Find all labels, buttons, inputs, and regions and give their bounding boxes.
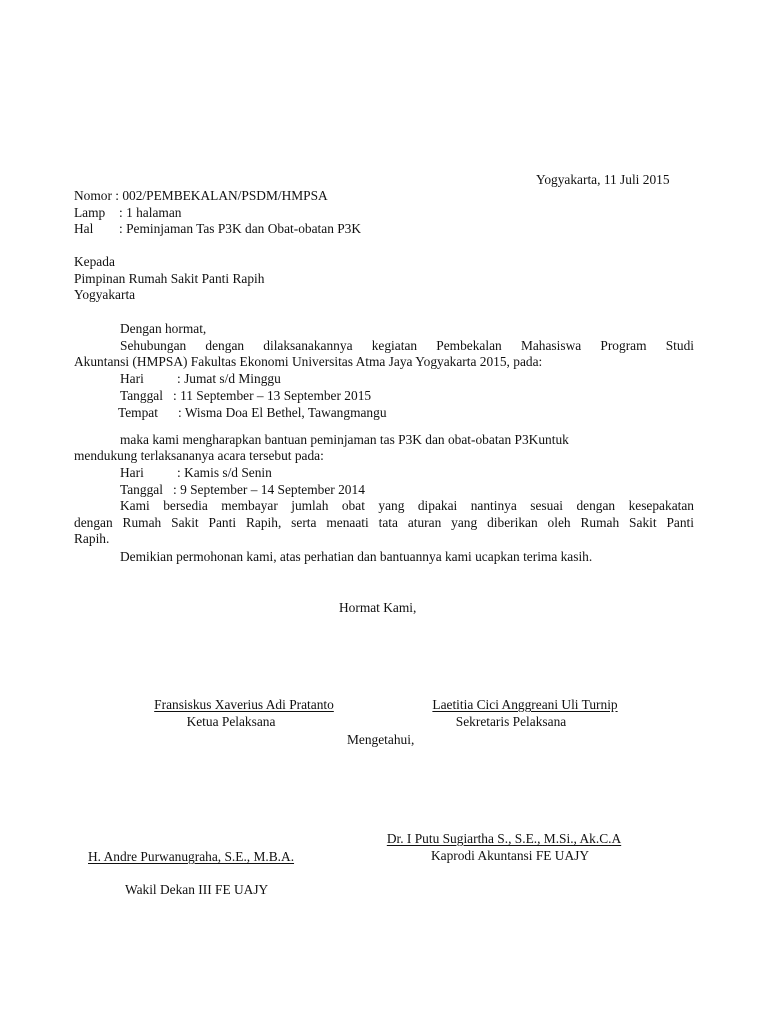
hal-value: : Peminjaman Tas P3K dan Obat-obatan P3K xyxy=(119,221,362,236)
lamp-line xyxy=(74,204,181,221)
recipient-name: Pimpinan Rumah Sakit Panti Rapih xyxy=(74,271,265,286)
signatory-4-role: Wakil Dekan III FE UAJY xyxy=(125,882,269,897)
loan-hari-label: Hari xyxy=(120,465,144,480)
event-hari-value: : Jumat s/d Minggu xyxy=(177,371,281,386)
event-hari-line xyxy=(120,370,281,387)
loan-tanggal-value: : 9 September – 14 September 2014 xyxy=(173,482,365,497)
lamp-value: : 1 halaman xyxy=(119,205,182,220)
signatory-4-name: H. Andre Purwanugraha, S.E., M.B.A. xyxy=(88,849,295,864)
signatory-1-role: Ketua Pelaksana xyxy=(186,714,276,729)
closing: Hormat Kami, xyxy=(339,600,417,615)
paragraph-3-line-2: dengan Rumah Sakit Panti Rapih, serta menaati tata aturan yang diberikan oleh Rumah Sakit Panti xyxy=(74,515,694,530)
nomor-line: Nomor : 002/PEMBEKALAN/PSDM/HMPSA xyxy=(74,188,328,203)
hal-label: Hal xyxy=(74,221,94,236)
loan-hari-value: : Kamis s/d Senin xyxy=(177,465,272,480)
recipient-city: Yogyakarta xyxy=(74,287,136,302)
signatory-2-name: Laetitia Cici Anggreani Uli Turnip xyxy=(432,697,618,712)
event-tempat-label: Tempat xyxy=(118,405,158,420)
paragraph-2-line-2: mendukung terlaksananya acara tersebut pada: xyxy=(74,448,324,463)
paragraph-3-line-1: Kami bersedia membayar jumlah obat yang dipakai nantinya sesuai dengan kesepakatan xyxy=(120,498,694,513)
hal-line xyxy=(74,220,361,237)
event-hari-label: Hari xyxy=(120,371,144,386)
mengetahui-label: Mengetahui, xyxy=(347,732,415,747)
greeting: Dengan hormat, xyxy=(120,321,207,336)
event-tempat-value: : Wisma Doa El Bethel, Tawangmangu xyxy=(178,405,387,420)
lamp-label: Lamp xyxy=(74,205,106,220)
paragraph-1-line-1: Sehubungan dengan dilaksanakannya kegiatan Pembekalan Mahasiswa Program Studi xyxy=(120,338,694,353)
loan-hari-line xyxy=(120,464,272,481)
signatory-3-role: Kaprodi Akuntansi FE UAJY xyxy=(430,848,590,863)
paragraph-4: Demikian permohonan kami, atas perhatian dan bantuannya kami ucapkan terima kasih. xyxy=(120,549,593,564)
loan-tanggal-label: Tanggal xyxy=(120,482,163,497)
kepada-label: Kepada xyxy=(74,254,115,269)
event-tanggal-value: : 11 September – 13 September 2015 xyxy=(173,388,372,403)
signatory-1-name: Fransiskus Xaverius Adi Pratanto xyxy=(154,697,334,712)
event-tanggal-line xyxy=(120,387,371,404)
paragraph-3-line-3: Rapih. xyxy=(74,531,110,546)
place-date: Yogyakarta, 11 Juli 2015 xyxy=(536,172,670,187)
paragraph-2-line-1: maka kami mengharapkan bantuan peminjaman tas P3K dan obat-obatan P3Kuntuk xyxy=(120,432,569,447)
loan-tanggal-line xyxy=(120,481,365,498)
signatory-3-name: Dr. I Putu Sugiartha S., S.E., M.Si., Ak.C.A xyxy=(386,831,622,846)
signatory-2-role: Sekretaris Pelaksana xyxy=(455,714,567,729)
event-tanggal-label: Tanggal xyxy=(120,388,163,403)
paragraph-1-line-2: Akuntansi (HMPSA) Fakultas Ekonomi Universitas Atma Jaya Yogyakarta 2015, pada: xyxy=(74,354,543,369)
event-tempat-line xyxy=(118,404,387,421)
